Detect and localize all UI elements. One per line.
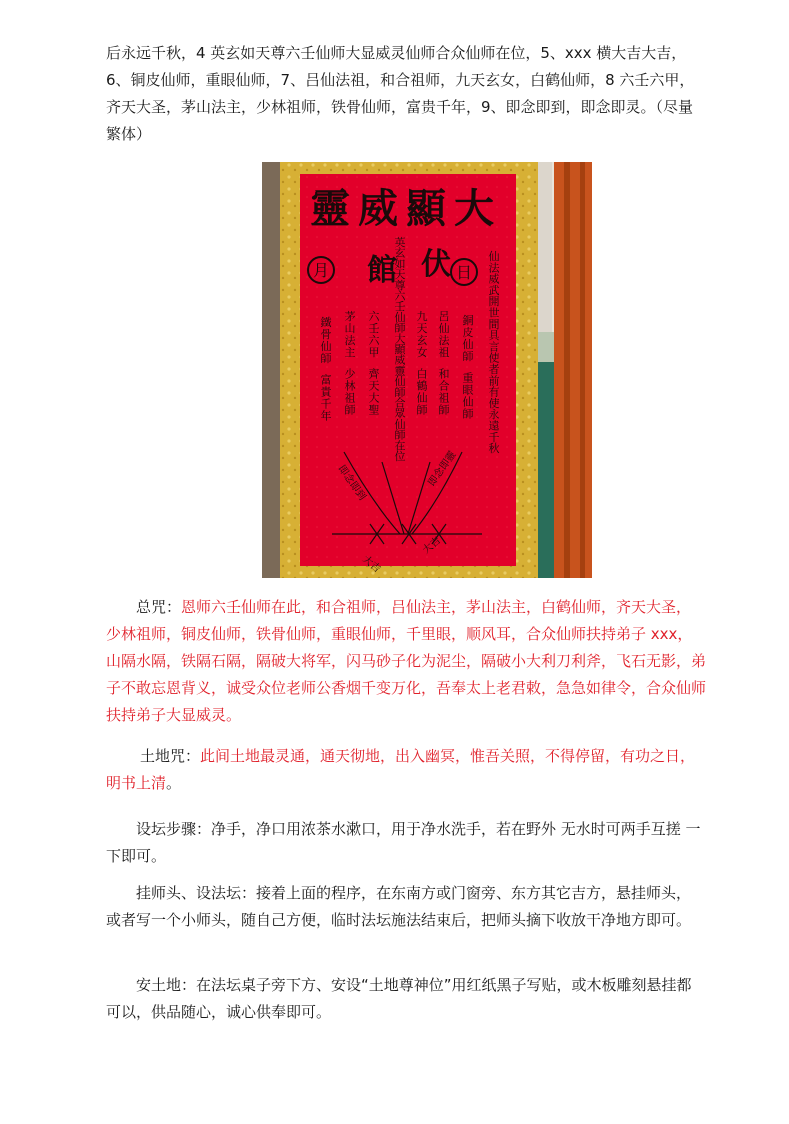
scroll-column-char: 師 [462, 350, 474, 363]
scroll-column-char: 甲 [368, 346, 380, 359]
scroll-column-char: 玄 [416, 334, 428, 347]
moon-char: 月 [312, 261, 330, 280]
scroll-column-char: 天 [394, 268, 406, 282]
zongzhou-label: 总咒： [136, 598, 182, 616]
scroll-red-paper [300, 174, 516, 566]
scroll-column-char: 師 [320, 352, 332, 365]
scroll-column-char: 師 [394, 428, 406, 442]
scroll-column-char: 有 [488, 385, 500, 399]
scroll-column-char: 少 [344, 367, 356, 381]
scroll-column-char: 遠 [488, 419, 500, 433]
scroll-column-char: 師 [394, 385, 406, 399]
scroll-column-char: 位 [394, 450, 406, 463]
scroll-column-char: 開 [488, 295, 500, 309]
antudi-label: 安土地： [136, 976, 197, 994]
scroll-column-char: 眾 [394, 407, 406, 421]
scroll-column-char: 鶴 [416, 379, 428, 393]
antudi-text: 在法坛桌子旁下方、安设“土地尊神位”用红纸黑子写贴，或木板雕刻悬挂都可以，供品随心，诚心供奉即可。 [106, 976, 692, 1021]
antudi-paragraph [106, 972, 706, 1026]
sub-char-right: 伏 [421, 247, 451, 282]
scroll-column-char: 師 [394, 321, 406, 335]
bottom-left-text: 大吉 [360, 553, 383, 576]
scroll-column-char: 仙 [394, 417, 406, 431]
altar-scroll-photo [262, 162, 592, 578]
scroll-column-char: 尊 [394, 278, 406, 292]
scroll-column-char: 武 [488, 283, 500, 297]
tudi-end: 。 [166, 774, 182, 792]
scroll-column-char: 眼 [462, 383, 474, 397]
scroll-column-char: 和 [438, 367, 450, 381]
scroll-column-char: 六 [368, 334, 380, 347]
scroll-column-char: 主 [344, 346, 356, 359]
scroll-column-char: 師 [438, 403, 450, 417]
scroll-column-char: 威 [488, 272, 500, 286]
bottom-right-text: 大吉 [420, 535, 444, 557]
scroll-column-char: 使 [488, 351, 500, 365]
scroll-column-char: 富 [320, 373, 332, 387]
shetan-text: 净手，净口用浓茶水漱口，用于净水洗手，若在野外 无水时可两手互搓 一 下即可。 [106, 820, 701, 865]
scroll-column-char: 仙 [416, 391, 428, 405]
scroll-column-char: 師 [416, 403, 428, 417]
scroll-column-char: 世 [488, 306, 500, 320]
scroll-column-char: 使 [488, 396, 500, 410]
scroll-column-char: 具 [488, 329, 500, 343]
scroll-column-char: 威 [394, 353, 406, 367]
tudi-paragraph [106, 743, 706, 797]
scroll-column-char: 仙 [394, 310, 406, 324]
scroll-column-char: 在 [394, 439, 406, 453]
scroll-column-char: 仙 [394, 375, 406, 389]
scroll-column-char: 骨 [320, 328, 332, 341]
scroll-column-char: 聖 [368, 403, 380, 417]
banner-char: 靈 [310, 185, 350, 232]
scroll-column-char: 六 [394, 289, 406, 303]
scroll-column-char: 年 [320, 409, 332, 423]
scroll-column-char: 永 [488, 408, 500, 422]
scroll-column-char: 九 [416, 310, 428, 323]
intro-text: 后永远千秋，4 英玄如天尊六壬仙师大显威灵仙师合众仙师在位，5、xxx 横大吉大吉，6、铜皮仙师，重眼仙师，7、吕仙法祖，和合祖师，九天玄女，白鹤仙师，8 六壬六甲，齐天大圣，茅山法主，少林祖师，铁骨仙师，富贵千年，9、即念即到，即念即灵。（尽量繁体） [106, 44, 695, 143]
scroll-column-char: 仙 [438, 322, 450, 335]
tudi-label: 土地咒： [140, 747, 201, 765]
scroll-column-char: 秋 [488, 442, 500, 456]
sun-char: 日 [455, 263, 473, 282]
banner-char: 大 [454, 185, 494, 232]
scroll-column-char: 祖 [438, 391, 450, 405]
scroll-column-char: 法 [438, 334, 450, 347]
scroll-column-char: 大 [394, 332, 406, 346]
sub-char-left: 館 [367, 253, 397, 288]
scroll-column-char: 法 [344, 334, 356, 347]
scroll-column-char: 壬 [368, 322, 380, 335]
scroll-column-char: 茅 [344, 310, 356, 323]
scroll-column-char: 齊 [368, 367, 380, 381]
guashi-paragraph [106, 880, 706, 934]
scroll-column-char: 女 [416, 346, 428, 359]
scroll-column-char: 貴 [320, 385, 332, 399]
shetan-label: 设坛步骤： [136, 820, 212, 838]
scroll-column-char: 天 [416, 322, 428, 335]
scroll-column-char: 間 [488, 317, 500, 331]
scroll-column-char: 重 [462, 371, 474, 385]
scroll-column-char: 千 [488, 430, 500, 444]
scroll-column-char: 呂 [438, 310, 450, 323]
scroll-column-char: 白 [416, 367, 428, 381]
scroll-column-char: 鐵 [320, 316, 332, 329]
scroll-column-char: 仙 [320, 340, 332, 353]
scroll-column-char: 法 [488, 261, 500, 275]
scroll-column-char: 言 [488, 340, 500, 354]
banner-char: 威 [358, 185, 398, 232]
left-ray-text: 即念即到 [335, 463, 368, 503]
scroll-column-char: 仙 [488, 250, 500, 263]
scroll-column-char: 者 [488, 363, 500, 376]
shetan-paragraph [106, 816, 706, 870]
scroll-column-char: 天 [368, 379, 380, 393]
scroll-column-char: 仙 [462, 338, 474, 351]
scroll-column-char: 合 [438, 379, 450, 393]
zongzhou-paragraph [106, 594, 706, 729]
scroll-column-char: 山 [344, 322, 356, 335]
scroll-column-char: 六 [368, 310, 380, 323]
banner-char: 顯 [406, 185, 446, 232]
scroll-column-char: 大 [368, 391, 380, 405]
tudi-text: 此间土地最灵通，通天彻地，出入幽冥，惟吾关照，不得停留，有功之日，明书上清 [106, 747, 696, 792]
scroll-column-char: 祖 [438, 346, 450, 359]
guashi-label: 挂师头、设法坛： [136, 884, 257, 902]
scroll-column-char: 皮 [462, 326, 474, 339]
zongzhou-text: 恩师六壬仙师在此，和合祖师，吕仙法主，茅山法主，白鹤仙师，齐天大圣，少林祖师，铜皮仙师，铁骨仙师，重眼仙师，千里眼，顺风耳，合众仙师扶持弟子 xxx，山隔水隔，铁隔石隔，隔破大将军，闪马砂子化为泥尘，隔破小大利刀利斧，飞石无影，弟子不敢忘恩背义，诚受众位老师公香烟千变万化，吾奉太上老君敕，急急如律令，合众仙师扶持弟子大显威灵。 [106, 598, 707, 724]
scroll-column-char: 銅 [462, 314, 474, 327]
scroll-column-char: 師 [462, 407, 474, 421]
scroll-column-char: 英 [394, 236, 406, 249]
scroll-column-char: 前 [488, 374, 500, 388]
scroll-column-char: 如 [394, 257, 406, 271]
scroll-column-char: 玄 [394, 246, 406, 260]
scroll-column-char: 祖 [344, 391, 356, 405]
guashi-text: 接着上面的程序，在东南方或门窗旁、东方其它吉方，悬挂师头，或者写一个小师头，随自己方便，临时法坛施法结束后，把师头摘下收放干净地方即可。 [106, 884, 692, 929]
scroll-column-char: 師 [344, 403, 356, 417]
scroll-column-char: 林 [344, 379, 356, 393]
scroll-column-char: 壬 [394, 300, 406, 314]
scroll-column-char: 靈 [394, 364, 406, 378]
scroll-column-char: 顯 [394, 343, 406, 356]
scroll-column-char: 合 [394, 396, 406, 410]
scroll-column-char: 千 [320, 397, 332, 411]
right-ray-text: 即念即靈 [426, 449, 459, 489]
scroll-column-char: 仙 [462, 395, 474, 409]
